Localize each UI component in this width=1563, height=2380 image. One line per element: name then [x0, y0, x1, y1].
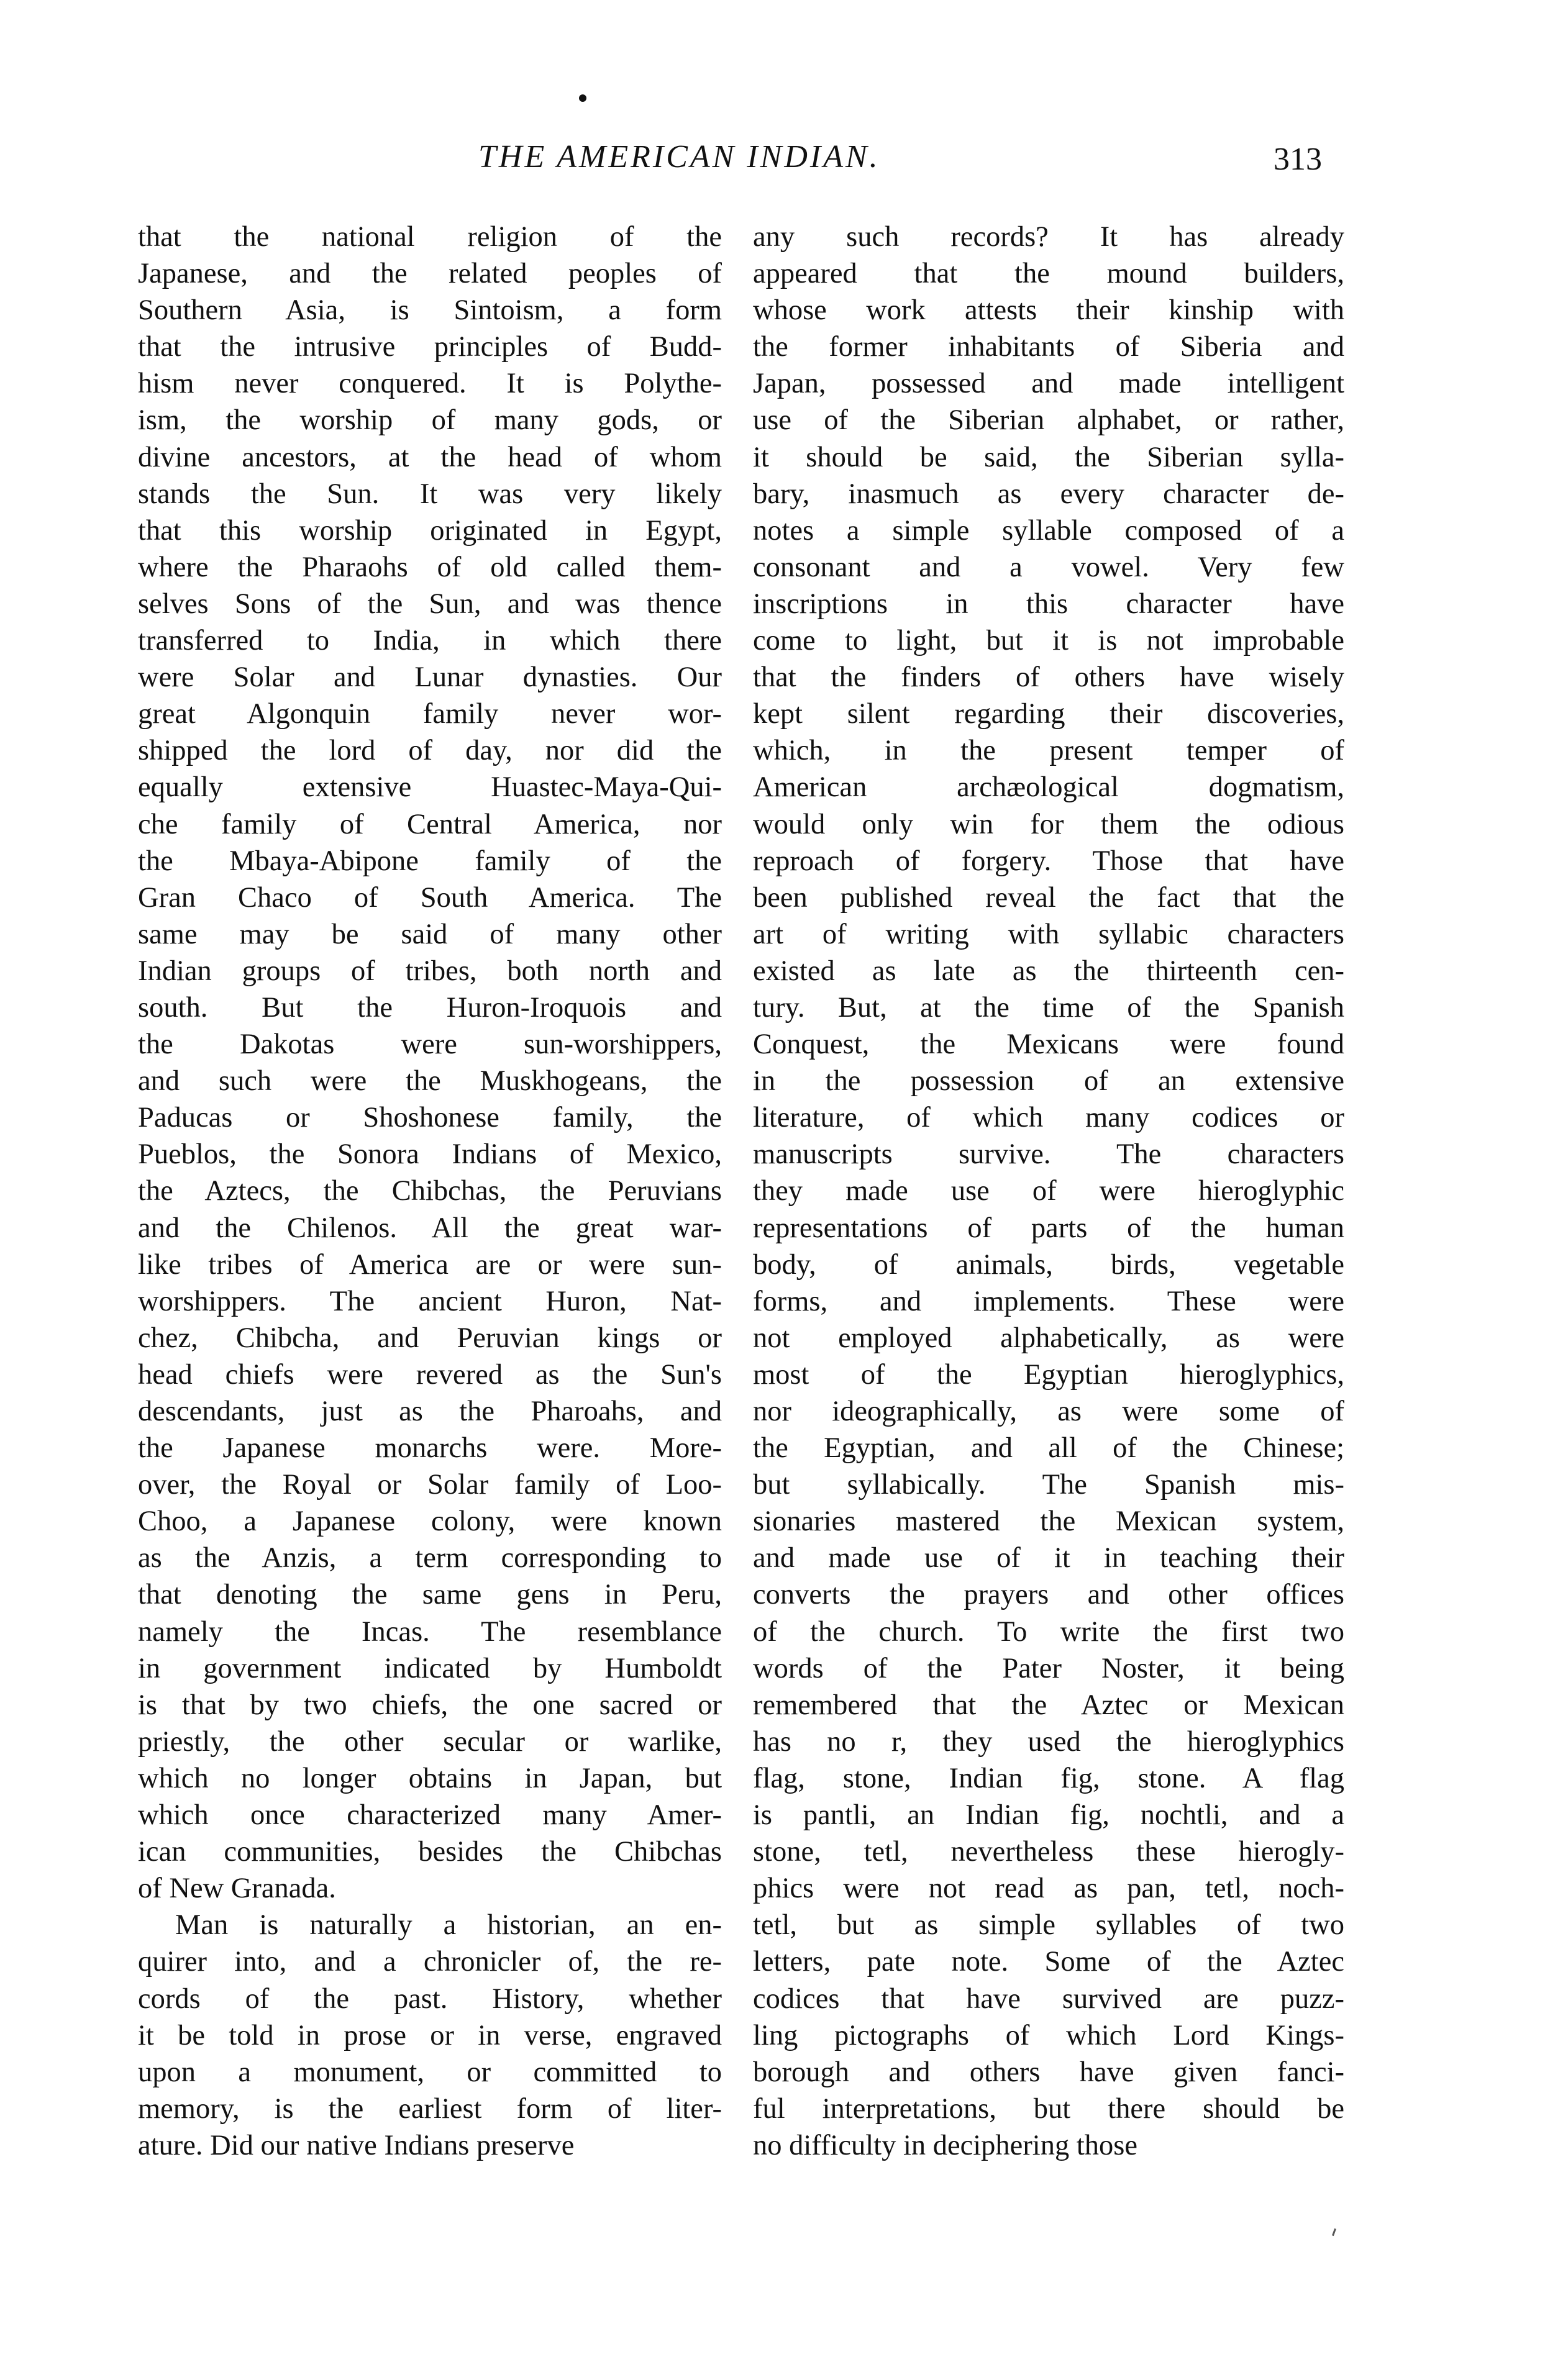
text-line: ature. Did our native Indians preserve	[138, 2129, 575, 2161]
text-line: the former inhabitants of Siberia and	[753, 331, 1344, 363]
text-line: in the possession of an extensive	[753, 1065, 1344, 1097]
text-line: manuscripts survive. The characters	[753, 1138, 1344, 1171]
text-line: is pantli, an Indian fig, nochtli, and a	[753, 1799, 1344, 1832]
text-line: they made use of were hieroglyphic	[753, 1175, 1344, 1207]
text-line: art of writing with syllabic characters	[753, 918, 1344, 950]
text-line: upon a monument, or committed to	[138, 2056, 722, 2088]
text-line: Southern Asia, is Sintoism, a form	[138, 294, 722, 327]
text-line: borough and others have given fanci-	[753, 2056, 1344, 2088]
text-line: codices that have survived are puzz-	[753, 1983, 1344, 2015]
text-line: south. But the Huron-Iroquois and	[138, 991, 722, 1024]
text-line: worshippers. The ancient Huron, Nat-	[138, 1285, 722, 1317]
text-line: it should be said, the Siberian sylla-	[753, 441, 1344, 473]
text-line: the Egyptian, and all of the Chinese;	[753, 1432, 1344, 1465]
text-line: reproach of forgery. Those that have	[753, 845, 1344, 877]
right-text-column	[753, 219, 1344, 2164]
text-line: forms, and implements. These were	[753, 1285, 1344, 1317]
running-head	[0, 135, 1563, 179]
text-line: Man is naturally a historian, an en-	[175, 1909, 722, 1942]
text-line: in government indicated by Humboldt	[138, 1652, 722, 1684]
text-line: body, of animals, birds, vegetable	[753, 1248, 1344, 1281]
text-line: but syllabically. The Spanish mis-	[753, 1469, 1344, 1501]
text-line: letters, pate note. Some of the Aztec	[753, 1946, 1344, 1978]
text-line: divine ancestors, at the head of whom	[138, 441, 722, 473]
text-line: ism, the worship of many gods, or	[138, 404, 722, 437]
text-line: Conquest, the Mexicans were found	[753, 1029, 1344, 1061]
text-line: were Solar and Lunar dynasties. Our	[138, 661, 722, 694]
text-line: not employed alphabetically, as were	[753, 1322, 1344, 1354]
text-line: appeared that the mound builders,	[753, 258, 1344, 290]
text-line: the Aztecs, the Chibchas, the Peruvians	[138, 1175, 722, 1207]
text-line: where the Pharaohs of old called them-	[138, 551, 722, 583]
text-line: that the intrusive principles of Budd-	[138, 331, 722, 363]
text-line: has no r, they used the hieroglyphics	[753, 1725, 1344, 1758]
text-line: would only win for them the odious	[753, 808, 1344, 840]
text-line: transferred to India, in which there	[138, 625, 722, 657]
text-line: ling pictographs of which Lord Kings-	[753, 2019, 1344, 2051]
text-line: shipped the lord of day, nor did the	[138, 735, 722, 767]
text-line: chez, Chibcha, and Peruvian kings or	[138, 1322, 722, 1354]
page-number: 313	[1274, 142, 1322, 177]
text-line: flag, stone, Indian fig, stone. A flag	[753, 1762, 1344, 1794]
text-line: great Algonquin family never wor-	[138, 698, 722, 730]
text-line: bary, inasmuch as every character de-	[753, 478, 1344, 510]
text-line: Pueblos, the Sonora Indians of Mexico,	[138, 1138, 722, 1171]
text-line: like tribes of America are or were sun-	[138, 1248, 722, 1281]
text-line: any such records? It has already	[753, 221, 1344, 253]
text-line: cords of the past. History, whether	[138, 1983, 722, 2015]
text-line: whose work attests their kinship with	[753, 294, 1344, 327]
text-line: equally extensive Huastec-Maya-Qui-	[138, 771, 722, 804]
text-line: that this worship originated in Egypt,	[138, 514, 722, 547]
text-line: nor ideographically, as were some of	[753, 1396, 1344, 1427]
text-line: words of the Pater Noster, it being	[753, 1652, 1344, 1684]
text-line: and the Chilenos. All the great war-	[138, 1212, 722, 1244]
text-line: same may be said of many other	[138, 918, 722, 950]
text-line: consonant and a vowel. Very few	[753, 551, 1344, 583]
text-line: quirer into, and a chronicler of, the re-	[138, 1946, 722, 1978]
text-line: that the national religion of the	[138, 221, 722, 253]
text-line: use of the Siberian alphabet, or rather,	[753, 404, 1344, 437]
text-line: phics were not read as pan, tetl, noch-	[753, 1873, 1344, 1905]
text-line: the Dakotas were sun-worshippers,	[138, 1029, 722, 1061]
text-line: which, in the present temper of	[753, 735, 1344, 767]
text-line: and such were the Muskhogeans, the	[138, 1065, 722, 1097]
text-line: Japan, possessed and made intelligent	[753, 368, 1344, 400]
text-line: converts the prayers and other offices	[753, 1579, 1344, 1611]
text-line: inscriptions in this character have	[753, 588, 1344, 620]
text-line: been published reveal the fact that the	[753, 881, 1344, 914]
text-line: ful interpretations, but there should be	[753, 2092, 1344, 2125]
text-line: tury. But, at the time of the Spanish	[753, 991, 1344, 1024]
text-line: most of the Egyptian hieroglyphics,	[753, 1358, 1344, 1391]
text-line: over, the Royal or Solar family of Loo-	[138, 1469, 722, 1501]
text-line: che family of Central America, nor	[138, 808, 722, 840]
text-line: representations of parts of the human	[753, 1212, 1344, 1244]
text-line: sionaries mastered the Mexican system,	[753, 1506, 1344, 1538]
text-line: kept silent regarding their discoveries,	[753, 698, 1344, 730]
text-line: of the church. To write the first two	[753, 1615, 1344, 1648]
text-line: as the Anzis, a term corresponding to	[138, 1542, 722, 1574]
text-line: that the finders of others have wisely	[753, 661, 1344, 694]
text-line: of New Granada.	[138, 1873, 336, 1905]
text-line: no difficulty in deciphering those	[753, 2129, 1138, 2161]
ink-dot-ornament	[579, 94, 586, 102]
paper-speck	[1332, 2228, 1336, 2236]
running-title: THE AMERICAN INDIAN.	[478, 139, 880, 175]
text-line: descendants, just as the Pharoahs, and	[138, 1396, 722, 1427]
text-line: Japanese, and the related peoples of	[138, 258, 722, 290]
text-line: stone, tetl, nevertheless these hierogly-	[753, 1836, 1344, 1868]
text-line: tetl, but as simple syllables of two	[753, 1909, 1344, 1942]
text-line: notes a simple syllable composed of a	[753, 514, 1344, 547]
left-text-column	[138, 219, 722, 2164]
text-line: Indian groups of tribes, both north and	[138, 955, 722, 987]
text-line: which once characterized many Amer-	[138, 1799, 722, 1832]
text-line: is that by two chiefs, the one sacred or	[138, 1689, 722, 1721]
text-line: existed as late as the thirteenth cen-	[753, 955, 1344, 987]
text-line: priestly, the other secular or warlike,	[138, 1725, 722, 1758]
text-line: head chiefs were revered as the Sun's	[138, 1358, 722, 1391]
text-line: remembered that the Aztec or Mexican	[753, 1689, 1344, 1721]
text-line: memory, is the earliest form of liter-	[138, 2092, 722, 2125]
text-line: Choo, a Japanese colony, were known	[138, 1506, 722, 1538]
text-line: ican communities, besides the Chibchas	[138, 1836, 722, 1868]
text-line: it be told in prose or in verse, engraved	[138, 2019, 722, 2051]
text-line: Gran Chaco of South America. The	[138, 881, 722, 914]
text-line: come to light, but it is not improbable	[753, 625, 1344, 657]
text-line: and made use of it in teaching their	[753, 1542, 1344, 1574]
text-line: which no longer obtains in Japan, but	[138, 1762, 722, 1794]
text-line: selves Sons of the Sun, and was thence	[138, 588, 722, 620]
text-line: the Japanese monarchs were. More-	[138, 1432, 722, 1465]
text-line: American archæological dogmatism,	[753, 771, 1344, 804]
text-line: stands the Sun. It was very likely	[138, 478, 722, 510]
text-line: namely the Incas. The resemblance	[138, 1615, 722, 1648]
text-line: hism never conquered. It is Polythe-	[138, 368, 722, 400]
text-line: Paducas or Shoshonese family, the	[138, 1102, 722, 1134]
text-line: that denoting the same gens in Peru,	[138, 1579, 722, 1611]
text-line: literature, of which many codices or	[753, 1102, 1344, 1134]
text-line: the Mbaya-Abipone family of the	[138, 845, 722, 877]
